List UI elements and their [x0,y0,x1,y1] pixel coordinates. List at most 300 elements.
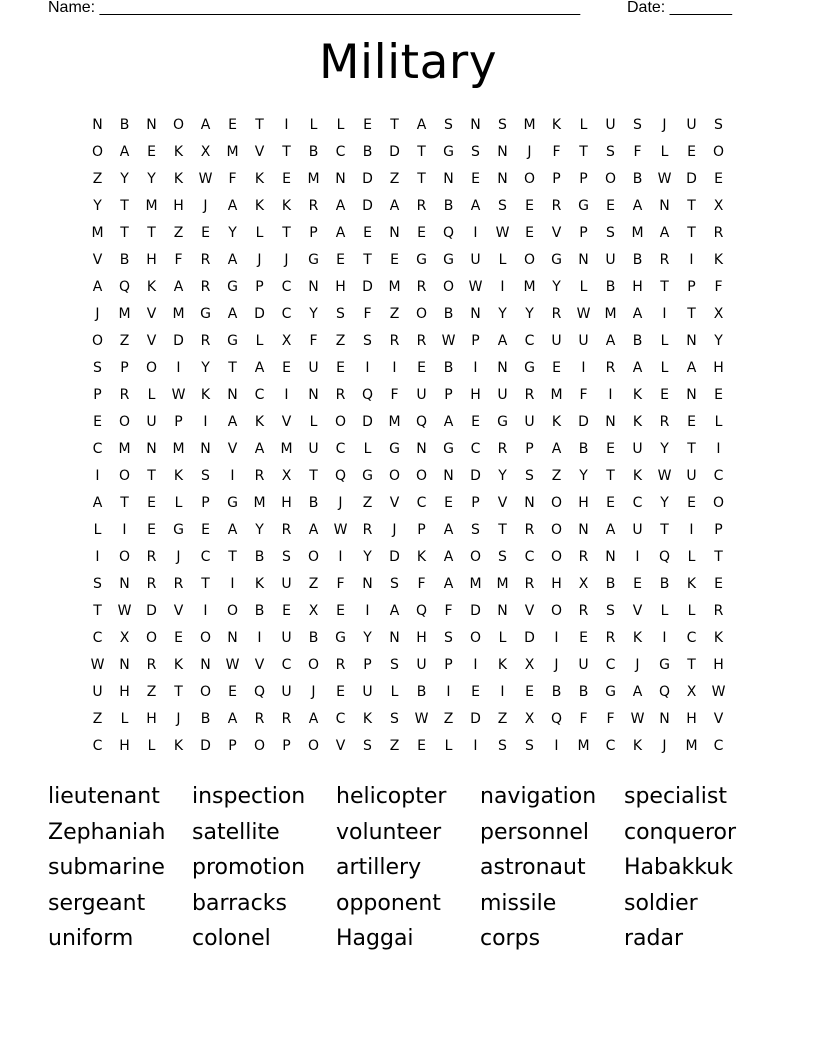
grid-letter: O [91,333,104,349]
grid-letter: N [686,387,697,403]
grid-letter: O [550,495,563,511]
grid-letter: D [470,603,481,619]
grid-letter: N [524,495,535,511]
grid-letter: U [632,522,643,538]
grid-letter: V [173,603,184,619]
grid-letter: B [416,684,427,700]
grid-letter: O [388,468,401,484]
grid-letter: W [414,711,429,727]
word-bank-row [48,815,768,851]
grid-letter: S [606,225,615,241]
grid-letter: I [392,360,397,376]
grid-letter: S [444,630,453,646]
grid-letter: O [118,414,131,430]
grid-letter: B [605,576,616,592]
grid-letter: S [444,117,453,133]
grid-row [84,706,734,733]
grid-letter: O [307,549,320,565]
grid-letter: I [176,360,181,376]
grid-letter: F [228,171,237,187]
grid-row [84,139,734,166]
word-bank-row [48,850,768,886]
grid-letter: N [200,657,211,673]
grid-letter: N [578,252,589,268]
grid-letter: R [362,522,373,538]
grid-letter: O [145,360,158,376]
grid-letter: Z [173,225,184,241]
grid-letter: N [146,117,157,133]
grid-letter: E [201,522,210,538]
grid-letter: B [254,549,265,565]
grid-letter: A [335,198,346,214]
grid-letter: R [335,657,346,673]
grid-letter: T [687,306,696,322]
grid-letter: M [685,738,698,754]
grid-letter: I [365,360,370,376]
grid-letter: S [714,117,723,133]
grid-letter: V [92,252,103,268]
grid-letter: A [254,441,265,457]
grid-letter: U [605,252,616,268]
grid-letter: H [470,387,481,403]
grid-letter: E [606,441,615,457]
grid-letter: I [230,468,235,484]
grid-letter: P [201,495,210,511]
grid-letter: B [659,576,670,592]
grid-letter: I [662,306,667,322]
grid-row [84,247,734,274]
grid-letter: X [578,576,589,592]
grid-letter: S [390,657,399,673]
grid-letter: H [551,576,562,592]
grid-letter: M [172,306,185,322]
grid-letter: E [336,252,345,268]
grid-letter: R [254,468,265,484]
grid-letter: E [390,252,399,268]
grid-letter: J [527,144,532,160]
grid-letter: R [659,252,670,268]
word-bank-item: submarine [48,855,165,881]
grid-letter: M [496,576,509,592]
grid-letter: M [91,225,104,241]
grid-letter: B [308,144,319,160]
grid-letter: B [551,684,562,700]
grid-letter: Y [498,306,507,322]
grid-letter: E [687,144,696,160]
grid-letter: P [444,387,453,403]
grid-letter: Q [253,684,266,700]
grid-letter: I [473,360,478,376]
grid-letter: N [497,360,508,376]
grid-letter: Z [92,171,103,187]
grid-letter: E [579,630,588,646]
grid-letter: A [443,522,454,538]
grid-letter: B [605,279,616,295]
grid-letter: W [198,171,213,187]
grid-letter: U [686,468,697,484]
grid-letter: T [282,225,291,241]
grid-letter: P [309,225,318,241]
grid-letter: N [497,603,508,619]
grid-row [84,490,734,517]
grid-letter: E [147,495,156,511]
grid-letter: O [469,549,482,565]
grid-letter: B [119,252,130,268]
grid-letter: B [254,603,265,619]
grid-letter: F [633,144,642,160]
grid-letter: P [579,171,588,187]
grid-letter: N [308,279,319,295]
word-bank-item: opponent [336,890,441,916]
grid-letter: P [714,522,723,538]
grid-letter: S [606,144,615,160]
date-field: Date: _______ [627,0,732,16]
word-bank-item: navigation [480,784,597,809]
grid-row [84,274,734,301]
grid-letter: R [551,198,562,214]
grid-letter: T [498,522,507,538]
grid-letter: N [227,387,238,403]
grid-row [84,409,734,436]
grid-letter: G [227,495,238,511]
grid-letter: T [309,468,318,484]
grid-letter: E [336,684,345,700]
grid-letter: F [552,144,561,160]
grid-letter: A [632,360,643,376]
grid-letter: V [713,711,724,727]
grid-letter: V [335,738,346,754]
grid-letter: G [362,468,373,484]
grid-letter: R [416,198,427,214]
word-bank-item: Zephaniah [48,819,166,845]
grid-letter: O [91,144,104,160]
grid-letter: G [200,306,211,322]
grid-letter: A [335,225,346,241]
grid-letter: M [388,279,401,295]
word-bank-item: artillery [336,855,422,881]
grid-letter: R [173,576,184,592]
grid-letter: S [471,144,480,160]
grid-letter: K [254,414,265,430]
grid-letter: C [281,657,292,673]
grid-letter: A [173,279,184,295]
grid-letter: I [284,117,289,133]
grid-letter: Y [660,441,669,457]
grid-letter: H [713,657,724,673]
grid-letter: K [362,711,373,727]
grid-letter: E [606,495,615,511]
grid-letter: F [714,279,723,295]
grid-letter: G [443,441,454,457]
grid-letter: G [227,279,238,295]
grid-row [84,112,734,139]
grid-letter: C [335,144,346,160]
grid-letter: H [686,711,697,727]
grid-letter: Y [498,468,507,484]
grid-letter: C [605,657,616,673]
word-bank-item: conqueror [624,819,737,845]
grid-letter: A [416,117,427,133]
grid-letter: C [335,441,346,457]
grid-letter: E [633,576,642,592]
word-bank-item: volunteer [336,819,442,845]
grid-letter: C [713,738,724,754]
grid-letter: E [228,117,237,133]
grid-letter: U [92,684,103,700]
grid-letter: H [632,279,643,295]
grid-letter: L [363,441,372,457]
grid-letter: K [281,198,292,214]
grid-letter: I [473,657,478,673]
word-bank [48,779,768,957]
grid-letter: E [363,225,372,241]
grid-row [84,652,734,679]
grid-letter: T [147,225,156,241]
grid-letter: E [201,225,210,241]
grid-letter: H [416,630,427,646]
grid-row [84,301,734,328]
grid-letter: R [389,333,400,349]
grid-letter: X [524,657,535,673]
grid-letter: G [416,252,427,268]
grid-letter: I [689,522,694,538]
grid-letter: M [604,306,617,322]
grid-letter: W [171,387,186,403]
grid-letter: R [497,441,508,457]
grid-letter: V [227,441,238,457]
grid-letter: H [578,495,589,511]
grid-letter: N [497,171,508,187]
grid-letter: I [365,603,370,619]
grid-letter: U [686,117,697,133]
grid-letter: F [174,252,183,268]
word-bank-item: barracks [192,890,287,916]
grid-letter: E [525,684,534,700]
grid-letter: K [173,468,184,484]
grid-letter: I [203,603,208,619]
word-search-grid [84,112,734,760]
grid-letter: F [606,711,615,727]
grid-letter: E [228,684,237,700]
grid-letter: X [119,630,130,646]
grid-letter: E [336,360,345,376]
grid-letter: R [713,603,724,619]
grid-letter: I [284,387,289,403]
grid-letter: T [687,198,696,214]
grid-letter: O [118,468,131,484]
grid-letter: A [227,198,238,214]
grid-letter: F [579,387,588,403]
grid-letter: Y [228,225,237,241]
grid-letter: A [605,522,616,538]
grid-letter: S [525,738,534,754]
grid-letter: L [498,252,507,268]
grid-letter: M [469,576,482,592]
grid-letter: E [282,171,291,187]
grid-letter: U [605,117,616,133]
grid-letter: L [687,549,696,565]
grid-letter: L [687,603,696,619]
grid-letter: B [578,441,589,457]
grid-letter: O [523,252,536,268]
grid-letter: N [578,522,589,538]
word-bank-item: satellite [192,819,280,845]
grid-letter: V [497,495,508,511]
grid-letter: N [470,117,481,133]
grid-letter: U [308,441,319,457]
grid-letter: Y [93,198,102,214]
grid-letter: I [608,387,613,403]
grid-letter: R [416,279,427,295]
grid-letter: R [659,414,670,430]
grid-letter: U [497,387,508,403]
word-bank-item: personnel [480,819,590,845]
grid-letter: R [200,279,211,295]
grid-letter: C [335,711,346,727]
grid-letter: Q [118,279,131,295]
grid-letter: N [659,711,670,727]
grid-letter: O [712,495,725,511]
grid-letter: S [336,306,345,322]
grid-letter: G [443,252,454,268]
grid-letter: R [416,333,427,349]
grid-letter: I [554,630,559,646]
grid-letter: O [604,171,617,187]
grid-letter: B [632,252,643,268]
grid-letter: D [389,144,400,160]
grid-letter: U [416,387,427,403]
grid-letter: T [255,117,264,133]
grid-letter: P [525,441,534,457]
grid-letter: B [632,171,643,187]
grid-row [84,328,734,355]
grid-letter: R [200,252,211,268]
grid-letter: I [95,468,100,484]
grid-letter: R [119,387,130,403]
grid-letter: C [92,441,103,457]
grid-letter: E [336,603,345,619]
grid-letter: C [524,333,535,349]
grid-letter: S [201,468,210,484]
grid-letter: T [174,684,183,700]
grid-letter: Y [363,549,372,565]
grid-letter: N [470,306,481,322]
grid-letter: E [552,360,561,376]
grid-letter: A [92,495,103,511]
grid-row [84,733,734,760]
grid-letter: O [199,684,212,700]
grid-letter: X [200,144,211,160]
grid-letter: K [254,198,265,214]
grid-letter: Y [363,630,372,646]
grid-letter: O [334,414,347,430]
grid-letter: G [605,684,616,700]
grid-letter: A [227,414,238,430]
grid-letter: C [281,279,292,295]
grid-letter: K [713,252,724,268]
grid-letter: P [93,387,102,403]
grid-letter: M [253,495,266,511]
grid-letter: T [417,144,426,160]
grid-letter: F [417,576,426,592]
grid-letter: B [578,684,589,700]
grid-letter: A [686,360,697,376]
grid-letter: N [335,171,346,187]
grid-letter: Q [415,414,428,430]
grid-letter: R [713,225,724,241]
grid-letter: O [226,603,239,619]
grid-letter: R [281,522,292,538]
grid-letter: K [200,387,211,403]
grid-letter: G [389,441,400,457]
grid-letter: M [523,117,536,133]
grid-letter: N [389,630,400,646]
grid-row [84,355,734,382]
grid-letter: D [389,549,400,565]
grid-letter: C [524,549,535,565]
grid-letter: T [660,522,669,538]
grid-letter: S [363,333,372,349]
grid-letter: L [309,414,318,430]
grid-letter: R [605,360,616,376]
grid-letter: S [390,711,399,727]
grid-letter: C [281,306,292,322]
grid-letter: S [606,603,615,619]
grid-letter: G [524,360,535,376]
grid-letter: Y [201,360,210,376]
grid-letter: Z [92,711,103,727]
grid-letter: O [550,549,563,565]
grid-letter: I [689,252,694,268]
grid-letter: L [579,279,588,295]
grid-letter: C [470,441,481,457]
grid-letter: T [282,144,291,160]
grid-letter: E [282,603,291,619]
grid-letter: T [606,468,615,484]
grid-letter: L [309,117,318,133]
word-bank-item: radar [624,926,684,952]
grid-letter: F [363,306,372,322]
grid-letter: P [228,738,237,754]
grid-letter: G [227,333,238,349]
grid-letter: H [335,279,346,295]
grid-letter: L [660,333,669,349]
grid-letter: L [174,495,183,511]
grid-letter: Q [361,387,374,403]
grid-letter: X [308,603,319,619]
grid-letter: C [605,738,616,754]
grid-letter: J [203,198,208,214]
grid-letter: T [147,468,156,484]
grid-letter: F [579,711,588,727]
grid-letter: O [199,630,212,646]
grid-letter: W [468,279,483,295]
grid-letter: S [282,549,291,565]
grid-letter: F [309,333,318,349]
grid-letter: W [333,522,348,538]
grid-letter: N [416,441,427,457]
grid-letter: E [687,414,696,430]
grid-letter: P [444,657,453,673]
worksheet-header [48,0,768,18]
grid-letter: M [550,387,563,403]
grid-letter: K [632,414,643,430]
grid-letter: L [336,117,345,133]
grid-letter: S [498,549,507,565]
grid-letter: R [281,711,292,727]
grid-letter: S [93,360,102,376]
grid-letter: Y [120,171,129,187]
